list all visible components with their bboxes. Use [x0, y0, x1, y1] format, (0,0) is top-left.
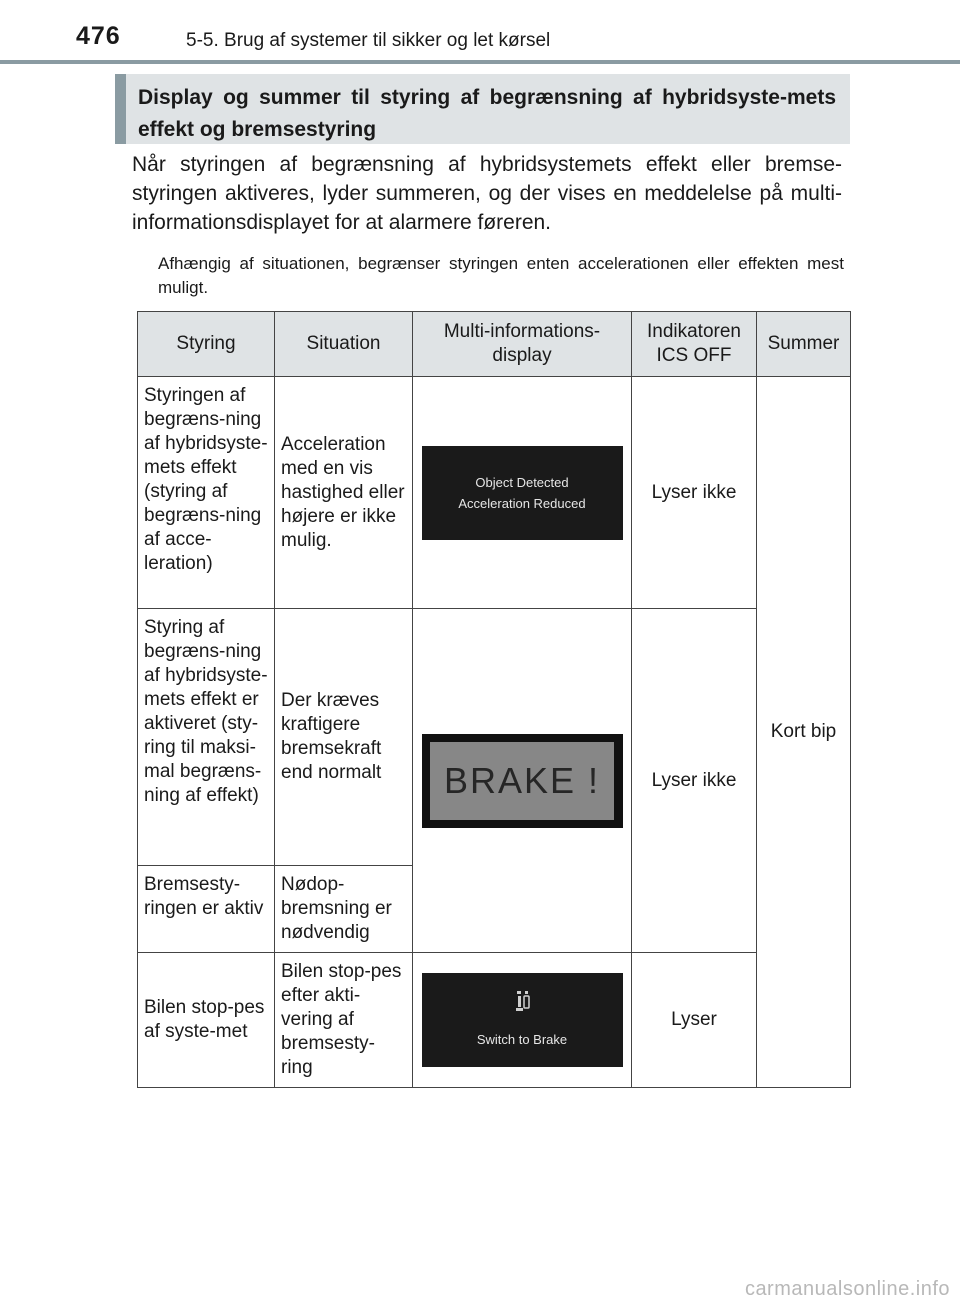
table-header-row	[138, 312, 851, 377]
watermark: carmanualsonline.info	[744, 1278, 950, 1300]
header-display: Multi-informations-display	[413, 312, 632, 377]
section-heading-box	[115, 74, 850, 144]
cell-styring: Bilen stop-pes af syste-met	[138, 953, 275, 1088]
cell-display	[413, 377, 632, 609]
table-row	[138, 609, 851, 866]
cell-styring: Styring af begræns-ning af hybridsyste-mets effekt er aktiveret (sty-ring til maksi-mal begræns-ning af effekt)	[138, 609, 275, 866]
display-image-brake	[422, 734, 623, 828]
cell-indicator: Lyser ikke	[632, 377, 757, 609]
header-situation: Situation	[275, 312, 413, 377]
cell-situation: Acceleration med en vis hastighed eller højere er ikke mulig.	[275, 377, 413, 609]
display-text-line1: Object Detected	[475, 474, 569, 490]
display-table	[137, 311, 851, 1088]
page-number: 476	[76, 22, 121, 50]
cell-styring: Bremsesty-ringen er aktiv	[138, 866, 275, 953]
brake-pedal-icon	[514, 990, 534, 1014]
display-image-switch-to-brake	[422, 973, 623, 1067]
intro-paragraph: Når styringen af begrænsning af hybridsystemets effekt eller bremse-styringen aktiveres, lyder summeren, og der vises en meddelelse på multi-informationsdisplayet for at alarmere føreren.	[132, 153, 842, 234]
cell-indicator: Lyser	[632, 953, 757, 1088]
display-text: Switch to Brake	[476, 1032, 568, 1047]
note-paragraph: Afhængig af situationen, begrænser styringen enten accelerationen eller effekten mest muligt.	[158, 254, 844, 297]
cell-situation: Der kræves kraftigere bremsekraft end normalt	[275, 609, 413, 866]
cell-display	[413, 609, 632, 953]
display-text-line2: Acceleration Reduced	[458, 495, 586, 511]
chapter-title: 5-5. Brug af systemer til sikker og let kørsel	[186, 30, 551, 51]
header-divider	[0, 60, 960, 64]
table-row	[138, 377, 851, 609]
brake-warning-text: BRAKE !	[430, 742, 614, 820]
header-styring: Styring	[138, 312, 275, 377]
table-row	[138, 953, 851, 1088]
section-title: Display og summer til styring af begrænsning af hybridsyste-mets effekt og bremsestyring	[138, 86, 836, 141]
cell-situation: Nødop-bremsning er nødvendig	[275, 866, 413, 953]
cell-summer: Kort bip	[757, 377, 851, 1088]
cell-display	[413, 953, 632, 1088]
header-indicator: Indikatoren ICS OFF	[632, 312, 757, 377]
header-summer: Summer	[757, 312, 851, 377]
cell-situation: Bilen stop-pes efter akti-vering af bremsesty-ring	[275, 953, 413, 1088]
cell-styring: Styringen af begræns-ning af hybridsyste-mets effekt (styring af begræns-ning af acce-leration)	[138, 377, 275, 609]
cell-indicator: Lyser ikke	[632, 609, 757, 953]
display-image-object-detected	[422, 446, 623, 540]
